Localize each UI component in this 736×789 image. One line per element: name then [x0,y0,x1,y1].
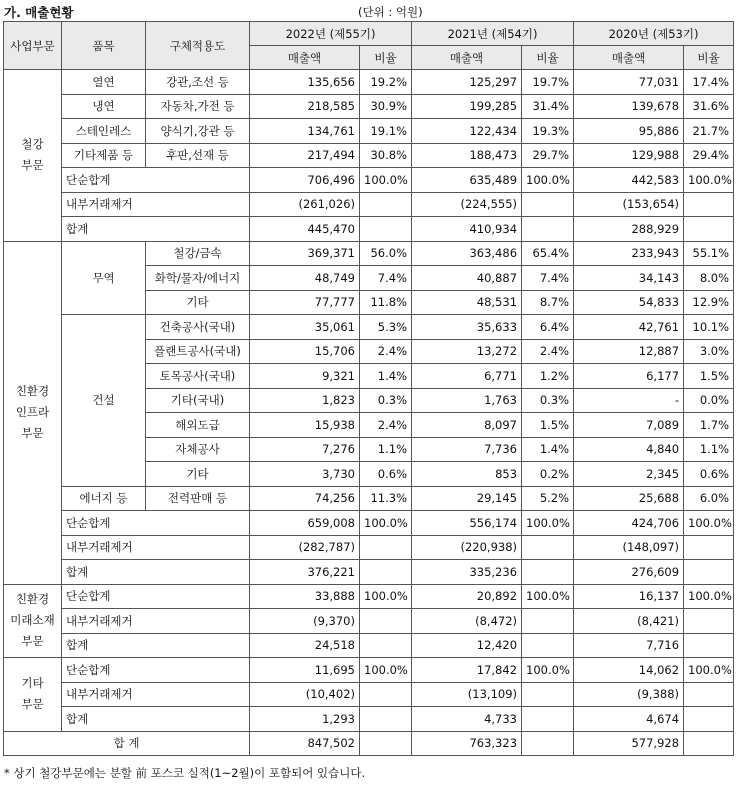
ratio-cell: 1.2% [522,364,574,389]
value-cell: (10,402) [250,682,360,707]
ratio-cell: 100.0% [522,584,574,609]
value-cell: 48,749 [250,266,360,291]
item-cell: 무역 [62,241,146,315]
ratio-cell [360,707,412,732]
value-cell: (224,555) [412,192,522,217]
sales-table [3,21,734,756]
value-cell: 13,272 [412,339,522,364]
value-cell: 139,678 [574,94,684,119]
ratio-cell: 5.3% [360,315,412,340]
value-cell: 2,345 [574,462,684,487]
ratio-cell: 0.3% [360,388,412,413]
ratio-cell: 100.0% [360,658,412,683]
ratio-cell: 29.7% [522,143,574,168]
ratio-cell: 1.5% [522,413,574,438]
header-usage: 구체적용도 [146,22,250,70]
ratio-cell [522,535,574,560]
value-cell: 16,137 [574,584,684,609]
value-cell: (9,388) [574,682,684,707]
usage-cell: 철강/금속 [146,241,250,266]
total-label: 합계 [62,217,250,242]
value-cell: 122,434 [412,119,522,144]
ratio-cell [684,560,734,585]
value-cell: 369,371 [250,241,360,266]
header-2020: 2020년 (제53기) [574,22,734,46]
value-cell: 288,929 [574,217,684,242]
ratio-cell: 19.7% [522,70,574,95]
value-cell: 42,761 [574,315,684,340]
usage-cell: 기타 [146,290,250,315]
ratio-cell: 100.0% [522,511,574,536]
value-cell: 853 [412,462,522,487]
value-cell: 48,531 [412,290,522,315]
value-cell: 20,892 [412,584,522,609]
value-cell: 8,097 [412,413,522,438]
total-label: 합계 [62,707,250,732]
value-cell: 7,276 [250,437,360,462]
value-cell: 129,988 [574,143,684,168]
internal-row [4,192,734,217]
value-cell: 17,842 [412,658,522,683]
ratio-cell: 11.3% [360,486,412,511]
division-infra: 친환경 인프라 부문 [4,241,62,584]
ratio-cell [360,609,412,634]
ratio-cell [684,192,734,217]
value-cell: - [574,388,684,413]
ratio-cell: 1.7% [684,413,734,438]
division-future: 친환경 미래소재 부문 [4,584,62,658]
internal-label: 내부거래제거 [62,192,250,217]
usage-cell: 양식기,강관 등 [146,119,250,144]
ratio-cell: 100.0% [684,511,734,536]
value-cell: 4,674 [574,707,684,732]
table-row [4,486,734,511]
value-cell: 442,583 [574,168,684,193]
header-division: 사업부문 [4,22,62,70]
value-cell: 33,888 [250,584,360,609]
value-cell: 24,518 [250,633,360,658]
ratio-cell: 19.3% [522,119,574,144]
header-sales: 매출액 [250,46,360,70]
ratio-cell: 55.1% [684,241,734,266]
header-ratio: 비율 [522,46,574,70]
value-cell: 134,761 [250,119,360,144]
ratio-cell: 8.7% [522,290,574,315]
value-cell: 95,886 [574,119,684,144]
ratio-cell [360,192,412,217]
ratio-cell [684,682,734,707]
usage-cell: 해외도급 [146,413,250,438]
total-label: 합계 [62,633,250,658]
ratio-cell: 1.5% [684,364,734,389]
header-ratio: 비율 [360,46,412,70]
internal-row [4,535,734,560]
ratio-cell: 0.2% [522,462,574,487]
value-cell: 847,502 [250,731,360,756]
ratio-cell: 30.9% [360,94,412,119]
value-cell: 1,293 [250,707,360,732]
ratio-cell: 0.6% [684,462,734,487]
ratio-cell: 7.4% [360,266,412,291]
usage-cell: 기타 [146,462,250,487]
ratio-cell: 30.8% [360,143,412,168]
value-cell: 25,688 [574,486,684,511]
value-cell: 217,494 [250,143,360,168]
subtotal-label: 단순합계 [62,168,250,193]
internal-row [4,609,734,634]
header-2021: 2021년 (제54기) [412,22,574,46]
ratio-cell: 8.0% [684,266,734,291]
ratio-cell [522,217,574,242]
ratio-cell: 100.0% [360,511,412,536]
section-title: 가. 매출현황 [4,5,74,20]
ratio-cell: 2.4% [522,339,574,364]
ratio-cell [522,560,574,585]
value-cell: (8,421) [574,609,684,634]
ratio-cell [360,633,412,658]
ratio-cell: 100.0% [522,168,574,193]
table-row [4,241,734,266]
usage-cell: 건축공사(국내) [146,315,250,340]
usage-cell: 후판,선재 등 [146,143,250,168]
ratio-cell [684,535,734,560]
value-cell: (148,097) [574,535,684,560]
ratio-cell: 5.2% [522,486,574,511]
value-cell: (282,787) [250,535,360,560]
value-cell: 9,321 [250,364,360,389]
ratio-cell: 1.4% [522,437,574,462]
header-2022: 2022년 (제55기) [250,22,412,46]
grand-total-label: 합 계 [4,731,250,756]
ratio-cell: 19.1% [360,119,412,144]
ratio-cell [522,192,574,217]
value-cell: 34,143 [574,266,684,291]
value-cell: 199,285 [412,94,522,119]
value-cell: (13,109) [412,682,522,707]
ratio-cell [360,731,412,756]
division-steel: 철강 부문 [4,70,62,242]
value-cell: 7,736 [412,437,522,462]
subtotal-label: 단순합계 [62,658,250,683]
value-cell: 1,823 [250,388,360,413]
usage-cell: 플랜트공사(국내) [146,339,250,364]
value-cell: 188,473 [412,143,522,168]
subtotal-row [4,511,734,536]
ratio-cell [684,633,734,658]
ratio-cell: 29.4% [684,143,734,168]
value-cell: (8,472) [412,609,522,634]
value-cell: 376,221 [250,560,360,585]
ratio-cell [522,731,574,756]
usage-cell: 자체공사 [146,437,250,462]
value-cell: 335,236 [412,560,522,585]
ratio-cell: 100.0% [360,584,412,609]
subtotal-row [4,168,734,193]
ratio-cell: 100.0% [684,584,734,609]
ratio-cell [360,535,412,560]
total-row [4,217,734,242]
item-cell: 기타제품 등 [62,143,146,168]
ratio-cell [684,731,734,756]
ratio-cell: 100.0% [522,658,574,683]
grand-total-row [4,731,734,756]
ratio-cell [684,609,734,634]
usage-cell: 토목공사(국내) [146,364,250,389]
total-label: 합계 [62,560,250,585]
ratio-cell [360,682,412,707]
usage-cell: 기타(국내) [146,388,250,413]
value-cell: 445,470 [250,217,360,242]
ratio-cell: 2.4% [360,339,412,364]
subtotal-row [4,658,734,683]
value-cell: 35,633 [412,315,522,340]
item-cell: 열연 [62,70,146,95]
value-cell: 6,771 [412,364,522,389]
item-cell: 냉연 [62,94,146,119]
ratio-cell: 31.4% [522,94,574,119]
division-other: 기타 부문 [4,658,62,732]
ratio-cell: 0.6% [360,462,412,487]
ratio-cell: 65.4% [522,241,574,266]
value-cell: 7,089 [574,413,684,438]
value-cell: 11,695 [250,658,360,683]
ratio-cell: 100.0% [684,658,734,683]
header-sales: 매출액 [574,46,684,70]
ratio-cell: 10.1% [684,315,734,340]
value-cell: 659,008 [250,511,360,536]
ratio-cell: 6.4% [522,315,574,340]
ratio-cell: 56.0% [360,241,412,266]
value-cell: 74,256 [250,486,360,511]
internal-label: 내부거래제거 [62,682,250,707]
value-cell: 233,943 [574,241,684,266]
ratio-cell: 100.0% [684,168,734,193]
subtotal-label: 단순합계 [62,511,250,536]
total-row [4,707,734,732]
value-cell: 125,297 [412,70,522,95]
usage-cell: 화학/물자/에너지 [146,266,250,291]
ratio-cell: 31.6% [684,94,734,119]
ratio-cell [360,560,412,585]
unit-label: (단위 : 억원) [358,5,423,19]
table-row [4,94,734,119]
table-row [4,119,734,144]
footnote: * 상기 철강부문에는 분할 前 포스코 실적(1~2월)이 포함되어 있습니다. [4,766,366,780]
ratio-cell: 1.1% [360,437,412,462]
ratio-cell: 11.8% [360,290,412,315]
item-cell: 에너지 등 [62,486,146,511]
ratio-cell: 21.7% [684,119,734,144]
usage-cell: 강관,조선 등 [146,70,250,95]
ratio-cell: 100.0% [360,168,412,193]
ratio-cell: 3.0% [684,339,734,364]
subtotal-row [4,584,734,609]
ratio-cell [522,633,574,658]
value-cell: 706,496 [250,168,360,193]
value-cell: 77,031 [574,70,684,95]
ratio-cell [360,217,412,242]
ratio-cell [522,707,574,732]
total-row [4,633,734,658]
value-cell: 635,489 [412,168,522,193]
value-cell: 3,730 [250,462,360,487]
ratio-cell: 0.3% [522,388,574,413]
table-row [4,143,734,168]
ratio-cell: 1.1% [684,437,734,462]
ratio-cell: 7.4% [522,266,574,291]
value-cell: 410,934 [412,217,522,242]
value-cell: 363,486 [412,241,522,266]
value-cell: 35,061 [250,315,360,340]
header-sales: 매출액 [412,46,522,70]
value-cell: 7,716 [574,633,684,658]
value-cell: 276,609 [574,560,684,585]
value-cell: 218,585 [250,94,360,119]
value-cell: 763,323 [412,731,522,756]
value-cell: 12,420 [412,633,522,658]
value-cell: 577,928 [574,731,684,756]
value-cell: 4,733 [412,707,522,732]
value-cell: 29,145 [412,486,522,511]
value-cell: 1,763 [412,388,522,413]
subtotal-label: 단순합계 [62,584,250,609]
value-cell: 12,887 [574,339,684,364]
ratio-cell: 0.0% [684,388,734,413]
ratio-cell: 17.4% [684,70,734,95]
usage-cell: 자동차,가전 등 [146,94,250,119]
value-cell: (261,026) [250,192,360,217]
ratio-cell [684,707,734,732]
value-cell: 6,177 [574,364,684,389]
table-row [4,70,734,95]
value-cell: 135,656 [250,70,360,95]
usage-cell: 전력판매 등 [146,486,250,511]
internal-row [4,682,734,707]
header-row [4,22,734,46]
header-item: 품목 [62,22,146,70]
value-cell: 556,174 [412,511,522,536]
ratio-cell: 6.0% [684,486,734,511]
table-row [4,315,734,340]
item-cell: 건설 [62,315,146,487]
value-cell: 14,062 [574,658,684,683]
value-cell: 54,833 [574,290,684,315]
ratio-cell: 1.4% [360,364,412,389]
value-cell: 15,938 [250,413,360,438]
value-cell: (9,370) [250,609,360,634]
ratio-cell [522,609,574,634]
value-cell: 424,706 [574,511,684,536]
header-ratio: 비율 [684,46,734,70]
value-cell: 15,706 [250,339,360,364]
value-cell: (220,938) [412,535,522,560]
internal-label: 내부거래제거 [62,609,250,634]
total-row [4,560,734,585]
value-cell: (153,654) [574,192,684,217]
ratio-cell [684,217,734,242]
ratio-cell: 2.4% [360,413,412,438]
ratio-cell: 12.9% [684,290,734,315]
ratio-cell: 19.2% [360,70,412,95]
value-cell: 77,777 [250,290,360,315]
internal-label: 내부거래제거 [62,535,250,560]
value-cell: 40,887 [412,266,522,291]
item-cell: 스테인레스 [62,119,146,144]
value-cell: 4,840 [574,437,684,462]
ratio-cell [522,682,574,707]
